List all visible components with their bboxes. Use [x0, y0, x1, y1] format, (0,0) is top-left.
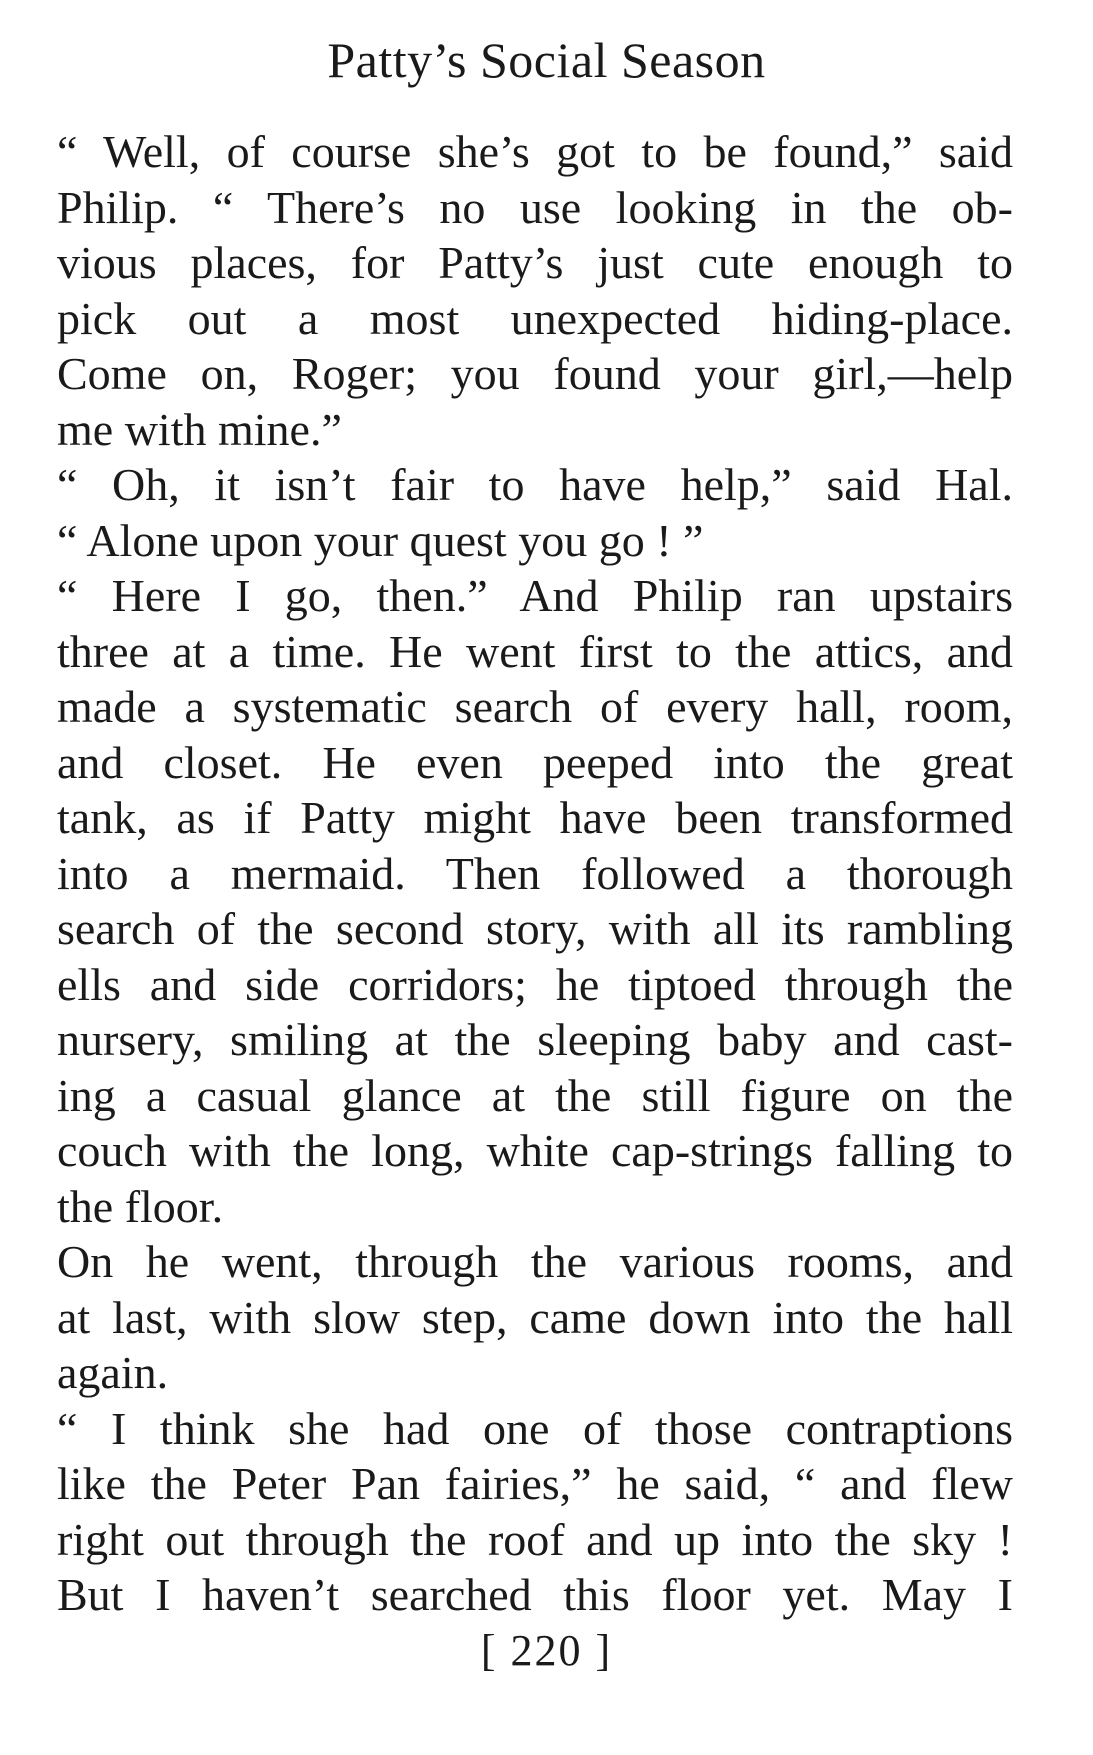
text-line: the floor. — [57, 1180, 224, 1232]
text-line: and closet. He even peeped into the great — [57, 736, 1013, 788]
text-line: me with mine.” — [57, 403, 342, 455]
text-line: ing a casual glance at the still figure on the — [57, 1069, 1013, 1121]
text-line: “ Well, of course she’s got to be found,” said — [57, 126, 1013, 177]
text-line: “ Oh, it isn’t fair to have help,” said Hal. — [57, 459, 1013, 510]
body-text — [57, 124, 1013, 1623]
text-line: ells and side corridors; he tiptoed through the — [57, 958, 1013, 1010]
text-line: made a systematic search of every hall, room, — [57, 681, 1013, 732]
page-number: [ 220 ] — [480, 1626, 613, 1675]
text-line: like the Peter Pan fairies,” he said, “ and flew — [57, 1458, 1013, 1509]
text-line: search of the second story, with all its rambling — [57, 903, 1013, 954]
text-line: But I haven’t searched this floor yet. May I — [57, 1569, 1013, 1620]
text-line: “ I think she had one of those contraptions — [57, 1402, 1013, 1454]
running-title: Patty’s Social Season — [327, 32, 766, 88]
text-line: right out through the roof and up into the sky ! — [57, 1513, 1013, 1565]
text-line: pick out a most unexpected hiding-place. — [57, 292, 1013, 344]
text-line: “ Alone upon your quest you go ! ” — [57, 514, 704, 566]
text-line: Philip. “ There’s no use looking in the ob- — [57, 181, 1013, 233]
text-line: Come on, Roger; you found your girl,—help — [57, 348, 1013, 399]
text-line: into a mermaid. Then followed a thorough — [57, 847, 1013, 899]
text-line: On he went, through the various rooms, and — [57, 1236, 1013, 1287]
text-line: vious places, for Patty’s just cute enough to — [57, 237, 1013, 288]
text-line: couch with the long, white cap-strings falling to — [57, 1125, 1013, 1176]
text-line: “ Here I go, then.” And Philip ran upstairs — [57, 570, 1013, 621]
text-line: three at a time. He went first to the attics, and — [57, 625, 1013, 677]
text-line: nursery, smiling at the sleeping baby and cast- — [57, 1014, 1013, 1065]
text-line: at last, with slow step, came down into the hall — [57, 1291, 1013, 1343]
text-line: again. — [57, 1347, 169, 1398]
text-line: tank, as if Patty might have been transformed — [57, 792, 1013, 843]
